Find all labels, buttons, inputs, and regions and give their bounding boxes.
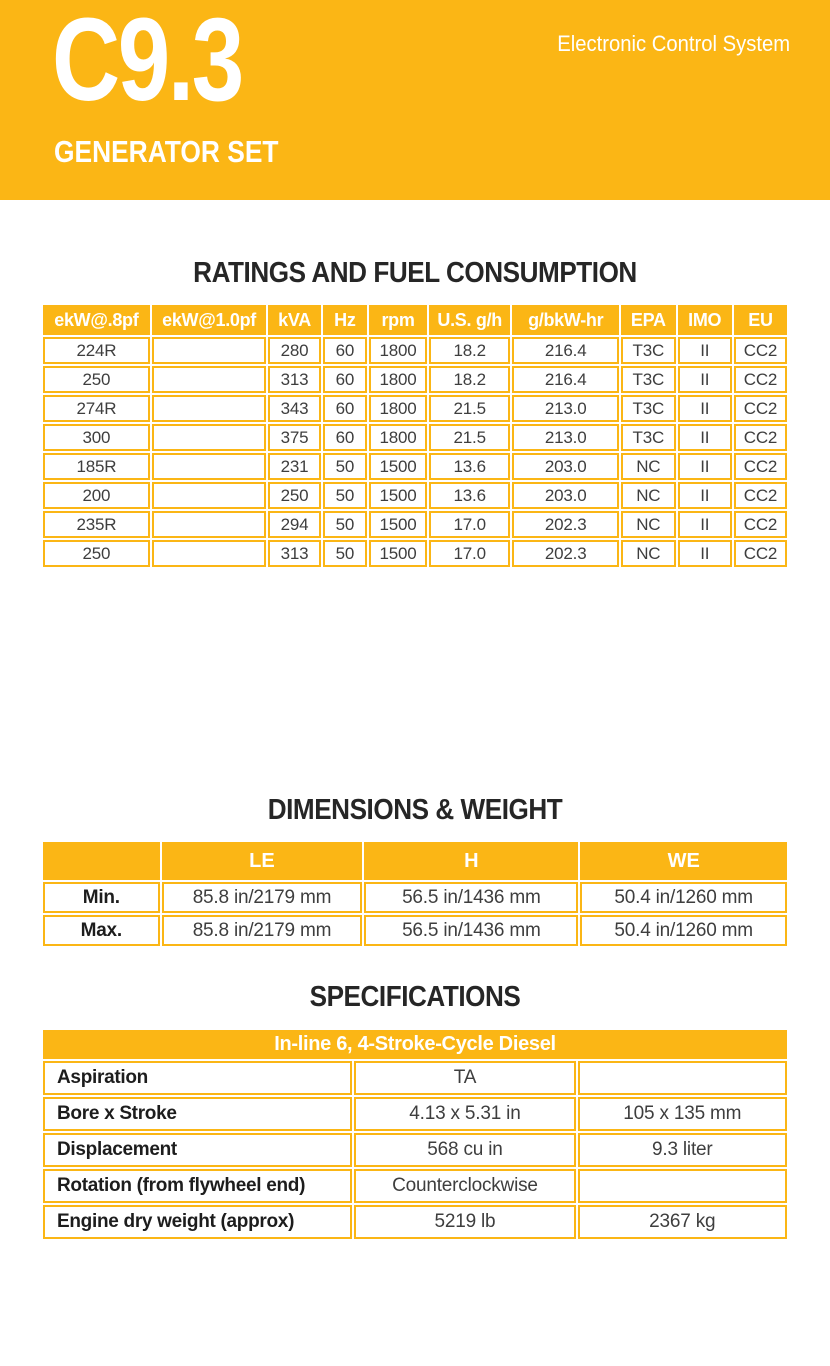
table-row [43,1061,787,1095]
table-cell: II [678,511,732,538]
specifications-table [41,1028,789,1241]
table-cell: 1500 [369,482,427,509]
table-cell: NC [621,482,675,509]
table-cell: 313 [268,540,320,567]
table-cell: 9.3 liter [578,1133,787,1167]
table-cell: 274R [43,395,150,422]
table-cell: TA [354,1061,575,1095]
table-cell: 202.3 [512,511,619,538]
table-cell [152,540,267,567]
table-cell: II [678,366,732,393]
table-cell: T3C [621,366,675,393]
table-cell: 231 [268,453,320,480]
model-title: C9.3 [52,0,242,126]
table-row [43,511,787,538]
table-cell: 1800 [369,366,427,393]
control-system-tagline: Electronic Control System [557,31,790,56]
column-header: g/bkW-hr [512,305,619,335]
table-cell: 21.5 [429,424,510,451]
table-cell: 5219 lb [354,1205,575,1239]
table-row [43,1169,787,1203]
column-header: rpm [369,305,427,335]
dimensions-section-title: DIMENSIONS & WEIGHT [267,794,563,826]
table-cell: NC [621,453,675,480]
dimensions-header-row [43,842,787,880]
table-cell: CC2 [734,395,787,422]
table-cell: 1800 [369,395,427,422]
table-cell: 50 [323,482,367,509]
table-cell: 375 [268,424,320,451]
table-cell: 250 [43,366,150,393]
table-cell: 250 [268,482,320,509]
table-cell: CC2 [734,366,787,393]
column-header: Hz [323,305,367,335]
table-cell: Max. [43,915,160,946]
table-cell: 60 [323,337,367,364]
table-cell: 224R [43,337,150,364]
table-cell: 50.4 in/1260 mm [580,882,787,913]
table-cell: 185R [43,453,150,480]
table-row [43,540,787,567]
table-cell: 280 [268,337,320,364]
table-cell: 216.4 [512,366,619,393]
table-cell: II [678,482,732,509]
ratings-section-title: RATINGS AND FUEL CONSUMPTION [193,257,637,289]
table-cell: 1800 [369,424,427,451]
table-row [43,1205,787,1239]
table-cell: 18.2 [429,366,510,393]
table-cell [578,1169,787,1203]
table-cell: 213.0 [512,424,619,451]
table-cell: 1500 [369,453,427,480]
table-cell [152,511,267,538]
table-cell: 235R [43,511,150,538]
table-cell: 343 [268,395,320,422]
column-header: U.S. g/h [429,305,510,335]
table-cell: 18.2 [429,337,510,364]
table-cell: CC2 [734,540,787,567]
table-cell: II [678,540,732,567]
table-cell: Bore x Stroke [43,1097,352,1131]
dimensions-table [41,840,789,948]
specifications-section-title: SPECIFICATIONS [309,981,521,1013]
column-header: IMO [678,305,732,335]
column-header: H [364,842,578,880]
column-header: EPA [621,305,675,335]
table-row [43,366,787,393]
table-cell [152,453,267,480]
table-cell: 105 x 135 mm [578,1097,787,1131]
table-cell: II [678,395,732,422]
table-cell: Counterclockwise [354,1169,575,1203]
table-cell: II [678,337,732,364]
engine-type-header-row [43,1030,787,1059]
table-cell: 300 [43,424,150,451]
table-cell [578,1061,787,1095]
table-cell: CC2 [734,337,787,364]
table-cell: 203.0 [512,482,619,509]
table-row [43,424,787,451]
table-cell: 216.4 [512,337,619,364]
table-cell: 60 [323,424,367,451]
table-cell: 13.6 [429,453,510,480]
table-cell: 1800 [369,337,427,364]
table-cell: 17.0 [429,511,510,538]
table-cell: 213.0 [512,395,619,422]
table-cell: CC2 [734,424,787,451]
table-cell: 50 [323,540,367,567]
ratings-table [41,303,789,569]
table-cell: II [678,453,732,480]
column-header [43,842,160,880]
table-row [43,1133,787,1167]
table-cell: 21.5 [429,395,510,422]
table-cell: T3C [621,424,675,451]
table-cell: Displacement [43,1133,352,1167]
table-row [43,915,787,946]
table-cell: 50 [323,453,367,480]
table-row [43,482,787,509]
table-row [43,882,787,913]
column-header: ekW@.8pf [43,305,150,335]
table-cell: 85.8 in/2179 mm [162,882,363,913]
table-cell: II [678,424,732,451]
column-header: kVA [268,305,320,335]
product-subtitle: GENERATOR SET [54,134,279,169]
table-cell [152,482,267,509]
table-row [43,1097,787,1131]
column-header: ekW@1.0pf [152,305,267,335]
table-cell: 50.4 in/1260 mm [580,915,787,946]
column-header: EU [734,305,787,335]
table-cell: NC [621,511,675,538]
table-cell [152,337,267,364]
column-header: LE [162,842,363,880]
table-cell: Rotation (from flywheel end) [43,1169,352,1203]
table-cell: T3C [621,337,675,364]
table-cell: 568 cu in [354,1133,575,1167]
masthead-banner [0,0,830,200]
table-cell: 2367 kg [578,1205,787,1239]
table-cell [152,424,267,451]
table-cell: CC2 [734,453,787,480]
table-row [43,395,787,422]
table-cell: 1500 [369,511,427,538]
table-cell: T3C [621,395,675,422]
ratings-header-row [43,305,787,335]
table-cell: 294 [268,511,320,538]
table-cell: 56.5 in/1436 mm [364,882,578,913]
table-cell: 60 [323,395,367,422]
table-cell: 313 [268,366,320,393]
table-cell: 250 [43,540,150,567]
table-cell: CC2 [734,511,787,538]
table-cell: 202.3 [512,540,619,567]
table-row [43,453,787,480]
table-cell: 17.0 [429,540,510,567]
table-cell: Min. [43,882,160,913]
table-cell: 85.8 in/2179 mm [162,915,363,946]
table-cell: NC [621,540,675,567]
table-cell: 203.0 [512,453,619,480]
table-cell: 50 [323,511,367,538]
table-cell: 60 [323,366,367,393]
table-cell: CC2 [734,482,787,509]
table-cell [152,366,267,393]
table-row [43,337,787,364]
table-cell: Aspiration [43,1061,352,1095]
table-cell: 13.6 [429,482,510,509]
table-cell [152,395,267,422]
table-cell: 56.5 in/1436 mm [364,915,578,946]
table-cell: 1500 [369,540,427,567]
column-header: WE [580,842,787,880]
table-cell: 4.13 x 5.31 in [354,1097,575,1131]
table-cell: Engine dry weight (approx) [43,1205,352,1239]
table-cell: 200 [43,482,150,509]
engine-type-header: In-line 6, 4-Stroke-Cycle Diesel [43,1030,787,1059]
